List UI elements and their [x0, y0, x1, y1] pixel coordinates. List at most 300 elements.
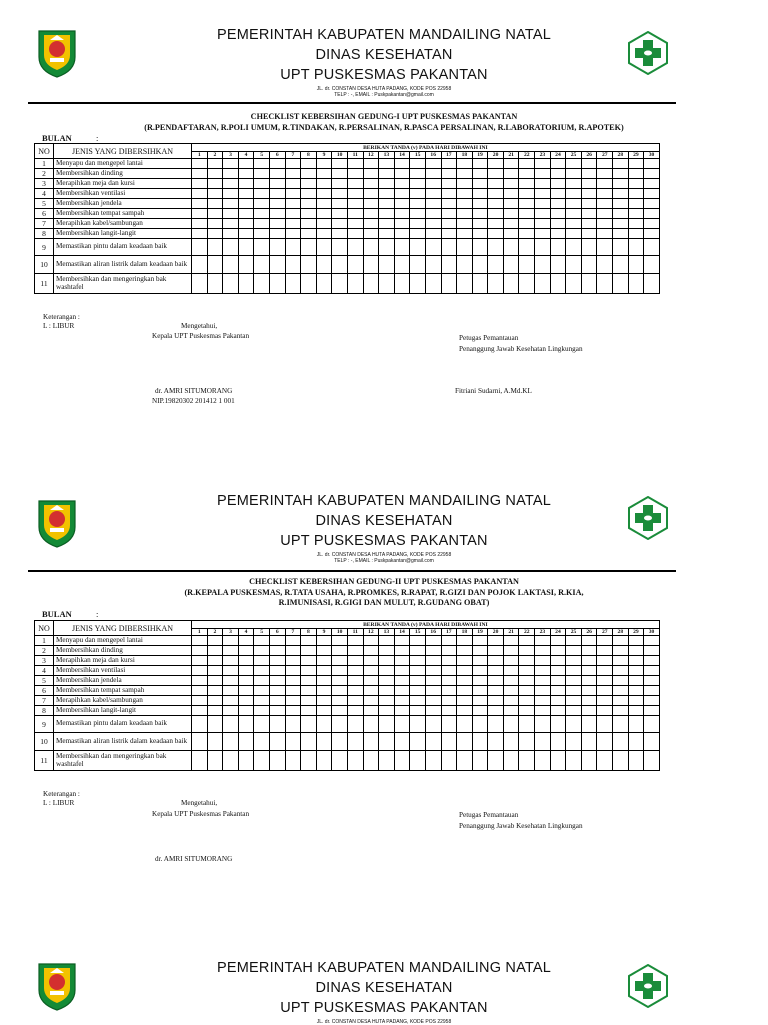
check-cell[interactable] [597, 696, 613, 706]
check-cell[interactable] [192, 636, 208, 646]
check-cell[interactable] [581, 646, 597, 656]
check-cell[interactable] [238, 274, 254, 294]
check-cell[interactable] [566, 676, 582, 686]
check-cell[interactable] [316, 676, 332, 686]
check-cell[interactable] [566, 274, 582, 294]
check-cell[interactable] [644, 636, 660, 646]
check-cell[interactable] [597, 239, 613, 256]
check-cell[interactable] [363, 733, 379, 751]
check-cell[interactable] [254, 733, 270, 751]
check-cell[interactable] [207, 219, 223, 229]
check-cell[interactable] [488, 219, 504, 229]
check-cell[interactable] [192, 159, 208, 169]
check-cell[interactable] [535, 666, 551, 676]
check-cell[interactable] [488, 751, 504, 771]
check-cell[interactable] [379, 656, 395, 666]
check-cell[interactable] [379, 274, 395, 294]
check-cell[interactable] [628, 169, 644, 179]
check-cell[interactable] [441, 716, 457, 733]
check-cell[interactable] [192, 656, 208, 666]
check-cell[interactable] [316, 686, 332, 696]
check-cell[interactable] [644, 686, 660, 696]
check-cell[interactable] [363, 229, 379, 239]
check-cell[interactable] [238, 716, 254, 733]
check-cell[interactable] [394, 159, 410, 169]
check-cell[interactable] [535, 706, 551, 716]
check-cell[interactable] [316, 666, 332, 676]
check-cell[interactable] [457, 676, 473, 686]
check-cell[interactable] [363, 179, 379, 189]
check-cell[interactable] [503, 696, 519, 706]
check-cell[interactable] [285, 209, 301, 219]
check-cell[interactable] [379, 199, 395, 209]
check-cell[interactable] [519, 696, 535, 706]
check-cell[interactable] [301, 219, 317, 229]
check-cell[interactable] [379, 229, 395, 239]
check-cell[interactable] [192, 686, 208, 696]
check-cell[interactable] [613, 751, 629, 771]
check-cell[interactable] [192, 646, 208, 656]
check-cell[interactable] [566, 706, 582, 716]
check-cell[interactable] [269, 179, 285, 189]
check-cell[interactable] [207, 229, 223, 239]
check-cell[interactable] [379, 636, 395, 646]
check-cell[interactable] [535, 716, 551, 733]
check-cell[interactable] [503, 686, 519, 696]
check-cell[interactable] [597, 706, 613, 716]
check-cell[interactable] [223, 666, 239, 676]
check-cell[interactable] [535, 209, 551, 219]
check-cell[interactable] [269, 716, 285, 733]
check-cell[interactable] [644, 179, 660, 189]
check-cell[interactable] [597, 676, 613, 686]
check-cell[interactable] [254, 676, 270, 686]
check-cell[interactable] [285, 706, 301, 716]
check-cell[interactable] [581, 229, 597, 239]
check-cell[interactable] [644, 239, 660, 256]
check-cell[interactable] [238, 666, 254, 676]
check-cell[interactable] [550, 274, 566, 294]
check-cell[interactable] [550, 239, 566, 256]
check-cell[interactable] [644, 656, 660, 666]
check-cell[interactable] [285, 656, 301, 666]
check-cell[interactable] [425, 169, 441, 179]
check-cell[interactable] [425, 706, 441, 716]
check-cell[interactable] [192, 733, 208, 751]
check-cell[interactable] [301, 733, 317, 751]
check-cell[interactable] [394, 209, 410, 219]
check-cell[interactable] [363, 256, 379, 274]
check-cell[interactable] [597, 159, 613, 169]
check-cell[interactable] [628, 716, 644, 733]
check-cell[interactable] [316, 274, 332, 294]
check-cell[interactable] [581, 686, 597, 696]
check-cell[interactable] [192, 706, 208, 716]
check-cell[interactable] [519, 666, 535, 676]
check-cell[interactable] [410, 696, 426, 706]
check-cell[interactable] [519, 239, 535, 256]
check-cell[interactable] [644, 751, 660, 771]
check-cell[interactable] [457, 159, 473, 169]
check-cell[interactable] [472, 676, 488, 686]
check-cell[interactable] [410, 733, 426, 751]
check-cell[interactable] [597, 636, 613, 646]
check-cell[interactable] [566, 239, 582, 256]
check-cell[interactable] [192, 239, 208, 256]
check-cell[interactable] [316, 256, 332, 274]
check-cell[interactable] [301, 716, 317, 733]
check-cell[interactable] [519, 751, 535, 771]
check-cell[interactable] [503, 179, 519, 189]
check-cell[interactable] [363, 666, 379, 676]
check-cell[interactable] [644, 646, 660, 656]
check-cell[interactable] [301, 696, 317, 706]
check-cell[interactable] [472, 219, 488, 229]
check-cell[interactable] [503, 676, 519, 686]
check-cell[interactable] [316, 733, 332, 751]
check-cell[interactable] [597, 199, 613, 209]
check-cell[interactable] [347, 686, 363, 696]
check-cell[interactable] [535, 686, 551, 696]
check-cell[interactable] [410, 239, 426, 256]
check-cell[interactable] [457, 733, 473, 751]
check-cell[interactable] [566, 209, 582, 219]
check-cell[interactable] [441, 751, 457, 771]
check-cell[interactable] [316, 706, 332, 716]
check-cell[interactable] [628, 179, 644, 189]
check-cell[interactable] [347, 636, 363, 646]
check-cell[interactable] [581, 189, 597, 199]
check-cell[interactable] [332, 229, 348, 239]
check-cell[interactable] [425, 733, 441, 751]
check-cell[interactable] [488, 716, 504, 733]
check-cell[interactable] [394, 666, 410, 676]
check-cell[interactable] [597, 209, 613, 219]
check-cell[interactable] [628, 733, 644, 751]
check-cell[interactable] [269, 686, 285, 696]
check-cell[interactable] [472, 686, 488, 696]
check-cell[interactable] [394, 656, 410, 666]
check-cell[interactable] [223, 646, 239, 656]
check-cell[interactable] [519, 229, 535, 239]
check-cell[interactable] [316, 656, 332, 666]
check-cell[interactable] [394, 274, 410, 294]
check-cell[interactable] [410, 646, 426, 656]
check-cell[interactable] [457, 169, 473, 179]
check-cell[interactable] [550, 676, 566, 686]
check-cell[interactable] [207, 751, 223, 771]
check-cell[interactable] [550, 229, 566, 239]
check-cell[interactable] [379, 169, 395, 179]
check-cell[interactable] [597, 179, 613, 189]
check-cell[interactable] [332, 636, 348, 646]
check-cell[interactable] [519, 676, 535, 686]
check-cell[interactable] [254, 716, 270, 733]
check-cell[interactable] [581, 636, 597, 646]
check-cell[interactable] [269, 239, 285, 256]
check-cell[interactable] [628, 274, 644, 294]
check-cell[interactable] [550, 219, 566, 229]
check-cell[interactable] [535, 179, 551, 189]
check-cell[interactable] [192, 696, 208, 706]
check-cell[interactable] [238, 239, 254, 256]
check-cell[interactable] [441, 706, 457, 716]
check-cell[interactable] [379, 189, 395, 199]
check-cell[interactable] [363, 716, 379, 733]
check-cell[interactable] [379, 733, 395, 751]
check-cell[interactable] [316, 636, 332, 646]
check-cell[interactable] [628, 636, 644, 646]
check-cell[interactable] [238, 159, 254, 169]
check-cell[interactable] [379, 219, 395, 229]
check-cell[interactable] [613, 179, 629, 189]
check-cell[interactable] [628, 209, 644, 219]
check-cell[interactable] [425, 199, 441, 209]
check-cell[interactable] [269, 229, 285, 239]
check-cell[interactable] [192, 229, 208, 239]
check-cell[interactable] [472, 646, 488, 656]
check-cell[interactable] [581, 716, 597, 733]
check-cell[interactable] [519, 636, 535, 646]
check-cell[interactable] [238, 636, 254, 646]
check-cell[interactable] [535, 274, 551, 294]
check-cell[interactable] [425, 159, 441, 169]
check-cell[interactable] [566, 696, 582, 706]
check-cell[interactable] [581, 676, 597, 686]
check-cell[interactable] [238, 696, 254, 706]
check-cell[interactable] [613, 229, 629, 239]
check-cell[interactable] [519, 274, 535, 294]
check-cell[interactable] [613, 666, 629, 676]
check-cell[interactable] [425, 239, 441, 256]
check-cell[interactable] [301, 686, 317, 696]
check-cell[interactable] [301, 179, 317, 189]
check-cell[interactable] [285, 256, 301, 274]
check-cell[interactable] [347, 696, 363, 706]
check-cell[interactable] [581, 169, 597, 179]
check-cell[interactable] [488, 676, 504, 686]
check-cell[interactable] [379, 686, 395, 696]
check-cell[interactable] [238, 229, 254, 239]
check-cell[interactable] [223, 189, 239, 199]
check-cell[interactable] [223, 656, 239, 666]
check-cell[interactable] [192, 189, 208, 199]
check-cell[interactable] [238, 189, 254, 199]
check-cell[interactable] [207, 706, 223, 716]
check-cell[interactable] [535, 646, 551, 656]
check-cell[interactable] [519, 646, 535, 656]
check-cell[interactable] [238, 706, 254, 716]
check-cell[interactable] [316, 209, 332, 219]
check-cell[interactable] [238, 209, 254, 219]
check-cell[interactable] [223, 256, 239, 274]
check-cell[interactable] [644, 219, 660, 229]
check-cell[interactable] [628, 676, 644, 686]
check-cell[interactable] [613, 256, 629, 274]
check-cell[interactable] [301, 209, 317, 219]
check-cell[interactable] [550, 696, 566, 706]
check-cell[interactable] [425, 751, 441, 771]
check-cell[interactable] [581, 239, 597, 256]
check-cell[interactable] [363, 696, 379, 706]
check-cell[interactable] [613, 733, 629, 751]
check-cell[interactable] [301, 274, 317, 294]
check-cell[interactable] [503, 274, 519, 294]
check-cell[interactable] [332, 646, 348, 656]
check-cell[interactable] [472, 636, 488, 646]
check-cell[interactable] [301, 751, 317, 771]
check-cell[interactable] [457, 696, 473, 706]
check-cell[interactable] [566, 716, 582, 733]
check-cell[interactable] [519, 169, 535, 179]
check-cell[interactable] [254, 751, 270, 771]
check-cell[interactable] [301, 676, 317, 686]
check-cell[interactable] [394, 179, 410, 189]
check-cell[interactable] [581, 656, 597, 666]
check-cell[interactable] [223, 751, 239, 771]
check-cell[interactable] [441, 274, 457, 294]
check-cell[interactable] [535, 189, 551, 199]
check-cell[interactable] [613, 199, 629, 209]
check-cell[interactable] [223, 676, 239, 686]
check-cell[interactable] [503, 239, 519, 256]
check-cell[interactable] [441, 666, 457, 676]
check-cell[interactable] [503, 219, 519, 229]
check-cell[interactable] [207, 716, 223, 733]
check-cell[interactable] [332, 219, 348, 229]
check-cell[interactable] [347, 751, 363, 771]
check-cell[interactable] [223, 219, 239, 229]
check-cell[interactable] [269, 169, 285, 179]
check-cell[interactable] [644, 676, 660, 686]
check-cell[interactable] [363, 274, 379, 294]
check-cell[interactable] [519, 716, 535, 733]
check-cell[interactable] [550, 686, 566, 696]
check-cell[interactable] [394, 733, 410, 751]
check-cell[interactable] [472, 159, 488, 169]
check-cell[interactable] [332, 169, 348, 179]
check-cell[interactable] [254, 189, 270, 199]
check-cell[interactable] [503, 646, 519, 656]
check-cell[interactable] [269, 209, 285, 219]
check-cell[interactable] [519, 686, 535, 696]
check-cell[interactable] [316, 646, 332, 656]
check-cell[interactable] [363, 686, 379, 696]
check-cell[interactable] [535, 751, 551, 771]
check-cell[interactable] [441, 696, 457, 706]
check-cell[interactable] [363, 636, 379, 646]
check-cell[interactable] [425, 179, 441, 189]
check-cell[interactable] [566, 686, 582, 696]
check-cell[interactable] [238, 656, 254, 666]
check-cell[interactable] [285, 179, 301, 189]
check-cell[interactable] [441, 256, 457, 274]
check-cell[interactable] [535, 256, 551, 274]
check-cell[interactable] [644, 706, 660, 716]
check-cell[interactable] [223, 179, 239, 189]
check-cell[interactable] [535, 636, 551, 646]
check-cell[interactable] [457, 646, 473, 656]
check-cell[interactable] [597, 274, 613, 294]
check-cell[interactable] [363, 676, 379, 686]
check-cell[interactable] [410, 636, 426, 646]
check-cell[interactable] [410, 219, 426, 229]
check-cell[interactable] [207, 656, 223, 666]
check-cell[interactable] [269, 706, 285, 716]
check-cell[interactable] [394, 229, 410, 239]
check-cell[interactable] [285, 696, 301, 706]
check-cell[interactable] [363, 199, 379, 209]
check-cell[interactable] [441, 219, 457, 229]
check-cell[interactable] [379, 706, 395, 716]
check-cell[interactable] [581, 274, 597, 294]
check-cell[interactable] [457, 229, 473, 239]
check-cell[interactable] [597, 256, 613, 274]
check-cell[interactable] [535, 169, 551, 179]
check-cell[interactable] [519, 656, 535, 666]
check-cell[interactable] [394, 169, 410, 179]
check-cell[interactable] [379, 696, 395, 706]
check-cell[interactable] [394, 696, 410, 706]
check-cell[interactable] [597, 733, 613, 751]
check-cell[interactable] [207, 666, 223, 676]
check-cell[interactable] [581, 706, 597, 716]
check-cell[interactable] [457, 199, 473, 209]
check-cell[interactable] [394, 636, 410, 646]
check-cell[interactable] [613, 636, 629, 646]
check-cell[interactable] [613, 686, 629, 696]
check-cell[interactable] [488, 636, 504, 646]
check-cell[interactable] [488, 696, 504, 706]
check-cell[interactable] [472, 189, 488, 199]
check-cell[interactable] [566, 646, 582, 656]
check-cell[interactable] [613, 676, 629, 686]
check-cell[interactable] [503, 229, 519, 239]
check-cell[interactable] [363, 219, 379, 229]
check-cell[interactable] [379, 159, 395, 169]
check-cell[interactable] [394, 751, 410, 771]
check-cell[interactable] [503, 716, 519, 733]
check-cell[interactable] [566, 179, 582, 189]
check-cell[interactable] [503, 199, 519, 209]
check-cell[interactable] [519, 219, 535, 229]
check-cell[interactable] [550, 666, 566, 676]
check-cell[interactable] [425, 696, 441, 706]
check-cell[interactable] [613, 189, 629, 199]
check-cell[interactable] [613, 239, 629, 256]
check-cell[interactable] [597, 219, 613, 229]
check-cell[interactable] [410, 706, 426, 716]
check-cell[interactable] [363, 159, 379, 169]
check-cell[interactable] [379, 179, 395, 189]
check-cell[interactable] [347, 646, 363, 656]
check-cell[interactable] [597, 189, 613, 199]
check-cell[interactable] [223, 159, 239, 169]
check-cell[interactable] [519, 179, 535, 189]
check-cell[interactable] [441, 646, 457, 656]
check-cell[interactable] [472, 169, 488, 179]
check-cell[interactable] [441, 636, 457, 646]
check-cell[interactable] [269, 666, 285, 676]
check-cell[interactable] [269, 696, 285, 706]
check-cell[interactable] [269, 751, 285, 771]
check-cell[interactable] [316, 229, 332, 239]
check-cell[interactable] [488, 706, 504, 716]
check-cell[interactable] [301, 229, 317, 239]
check-cell[interactable] [597, 751, 613, 771]
check-cell[interactable] [285, 169, 301, 179]
check-cell[interactable] [457, 256, 473, 274]
